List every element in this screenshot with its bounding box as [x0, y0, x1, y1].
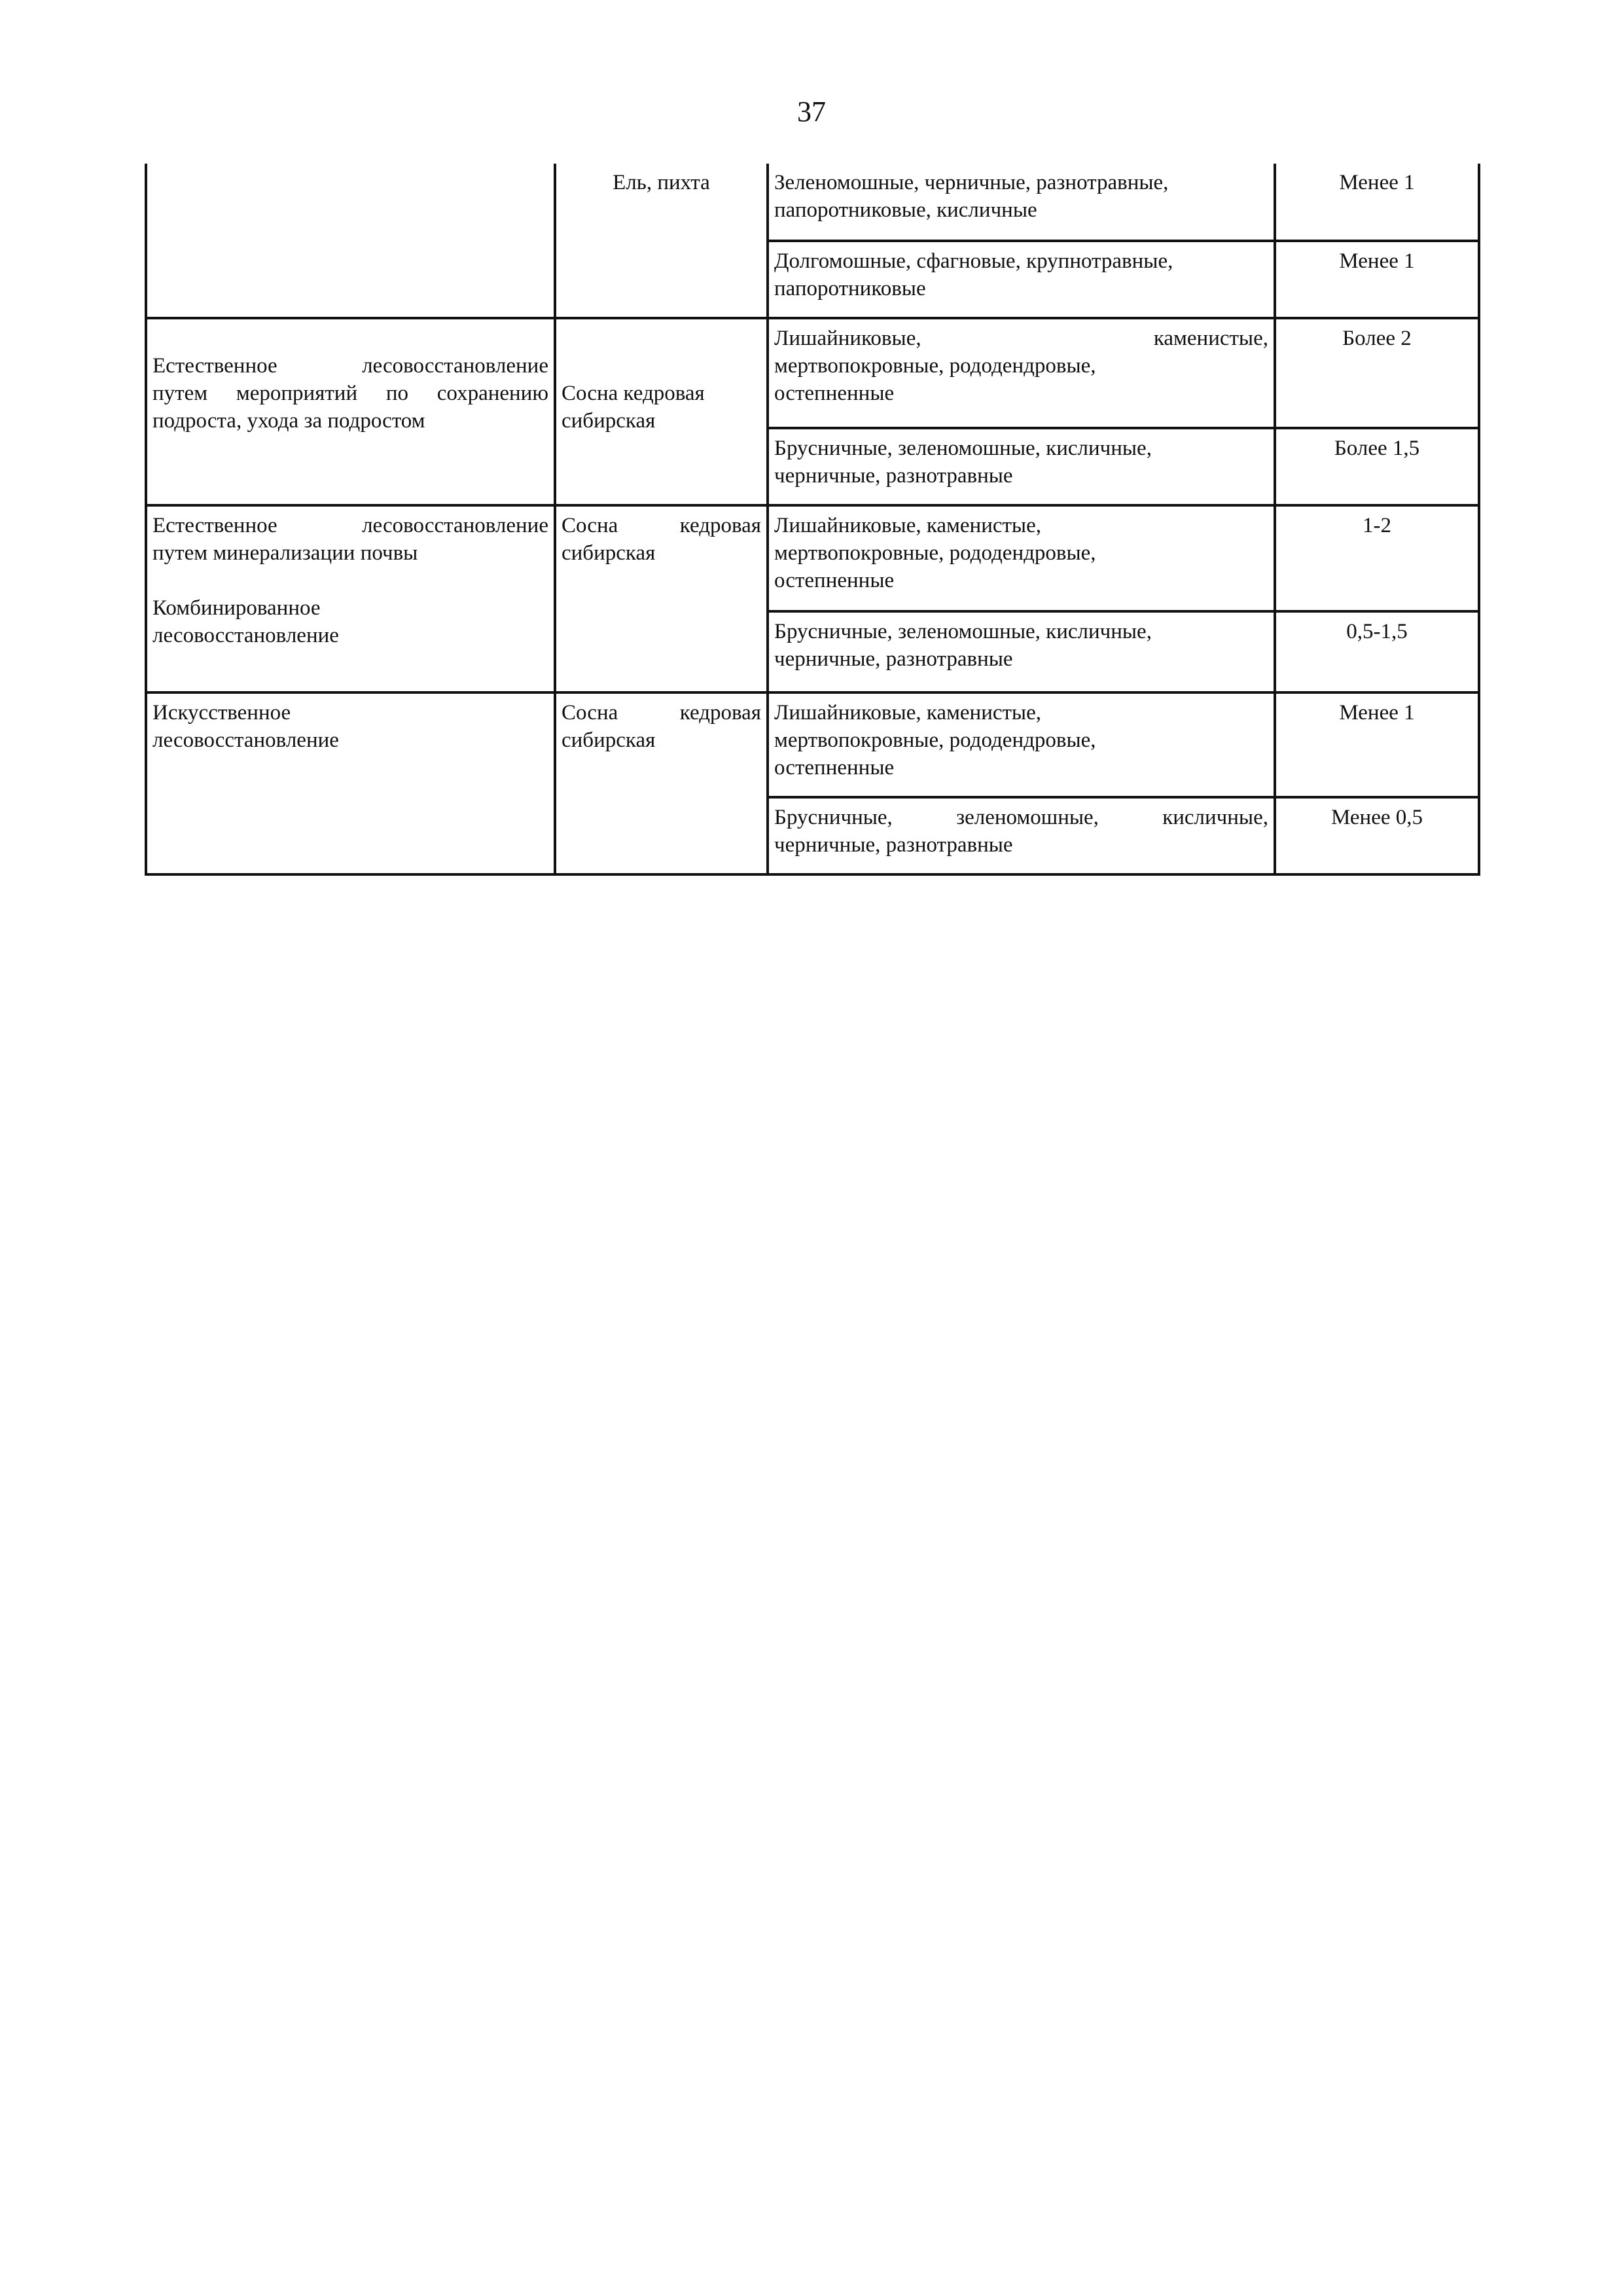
page-number: 37: [797, 96, 826, 128]
forest-type-line: черничные, разнотравные: [774, 464, 1013, 488]
density-value: Менее 0,5: [1275, 797, 1479, 874]
forest-type-line: остепненные: [774, 382, 895, 405]
forest-type-line: остепненные: [774, 569, 895, 592]
species-text: сибирская: [562, 728, 656, 752]
forest-type-cell: [768, 692, 1275, 797]
method-line: лесовосстановление: [152, 728, 339, 752]
method-line: путем мероприятий по сохранению: [152, 382, 548, 405]
forest-type-cell: [768, 164, 1275, 241]
method-cell: [146, 505, 555, 692]
species-cell: [555, 164, 768, 318]
forest-type-line: Брусничные, зеленомошные, кисличные,: [774, 437, 1152, 460]
forest-type-cell: [768, 241, 1275, 318]
forest-type-line: мертвопокровные, рододендровые,: [774, 541, 1096, 565]
forest-type-line: Зеленомошные, черничные, разнотравные,: [774, 171, 1169, 194]
table-row: [146, 692, 1479, 797]
species-text: Сосна кедровая: [562, 514, 761, 537]
forest-type-line: Лишайниковые, каменистые,: [774, 327, 1268, 350]
method-cell: [146, 318, 555, 505]
forest-type-line: папоротниковые, кисличные: [774, 198, 1037, 222]
forest-type-line: Брусничные, зеленомошные, кисличные,: [774, 806, 1268, 829]
forest-type-line: Брусничные, зеленомошные, кисличные,: [774, 620, 1152, 643]
forest-type-line: Лишайниковые, каменистые,: [774, 514, 1042, 537]
forest-type-cell: [768, 318, 1275, 428]
species-text: сибирская: [562, 541, 656, 565]
density-value: 1-2: [1275, 505, 1479, 611]
forest-type-line: остепненные: [774, 756, 895, 780]
species-cell: [555, 692, 768, 874]
method-line: путем минерализации почвы: [152, 541, 418, 565]
forest-type-line: черничные, разнотравные: [774, 833, 1013, 857]
species-text: Ель, пихта: [613, 171, 710, 194]
forest-type-cell: [768, 505, 1275, 611]
table-row: [146, 164, 1479, 241]
method-line: подроста, ухода за подростом: [152, 409, 425, 433]
method-line: Комбинированное: [152, 596, 321, 620]
forest-type-line: Долгомошные, сфагновые, крупнотравные,: [774, 249, 1173, 273]
method-cell: [146, 164, 555, 318]
method-cell: [146, 692, 555, 874]
species-text: Сосна кедровая: [562, 382, 705, 405]
table-row: [146, 318, 1479, 428]
method-line: Естественное лесовосстановление: [152, 514, 548, 537]
forest-restoration-table: [145, 164, 1480, 876]
method-line: Искусственное: [152, 701, 291, 725]
species-text: сибирская: [562, 409, 656, 433]
forest-type-line: мертвопокровные, рододендровые,: [774, 354, 1096, 378]
species-text: Сосна кедровая: [562, 701, 761, 725]
forest-type-cell: [768, 428, 1275, 505]
forest-type-line: Лишайниковые, каменистые,: [774, 701, 1042, 725]
forest-type-cell: [768, 611, 1275, 692]
density-value: 0,5-1,5: [1275, 611, 1479, 692]
forest-type-line: мертвопокровные, рододендровые,: [774, 728, 1096, 752]
density-value: Менее 1: [1275, 692, 1479, 797]
forest-type-cell: [768, 797, 1275, 874]
forest-type-line: черничные, разнотравные: [774, 647, 1013, 671]
density-value: Более 2: [1275, 318, 1479, 428]
species-cell: [555, 505, 768, 692]
density-value: Более 1,5: [1275, 428, 1479, 505]
method-line: лесовосстановление: [152, 624, 339, 647]
density-value: Менее 1: [1275, 241, 1479, 318]
method-line: Естественное лесовосстановление: [152, 354, 548, 378]
table-row: [146, 505, 1479, 611]
forest-type-line: папоротниковые: [774, 277, 926, 300]
species-cell: [555, 318, 768, 505]
density-value: Менее 1: [1275, 164, 1479, 241]
